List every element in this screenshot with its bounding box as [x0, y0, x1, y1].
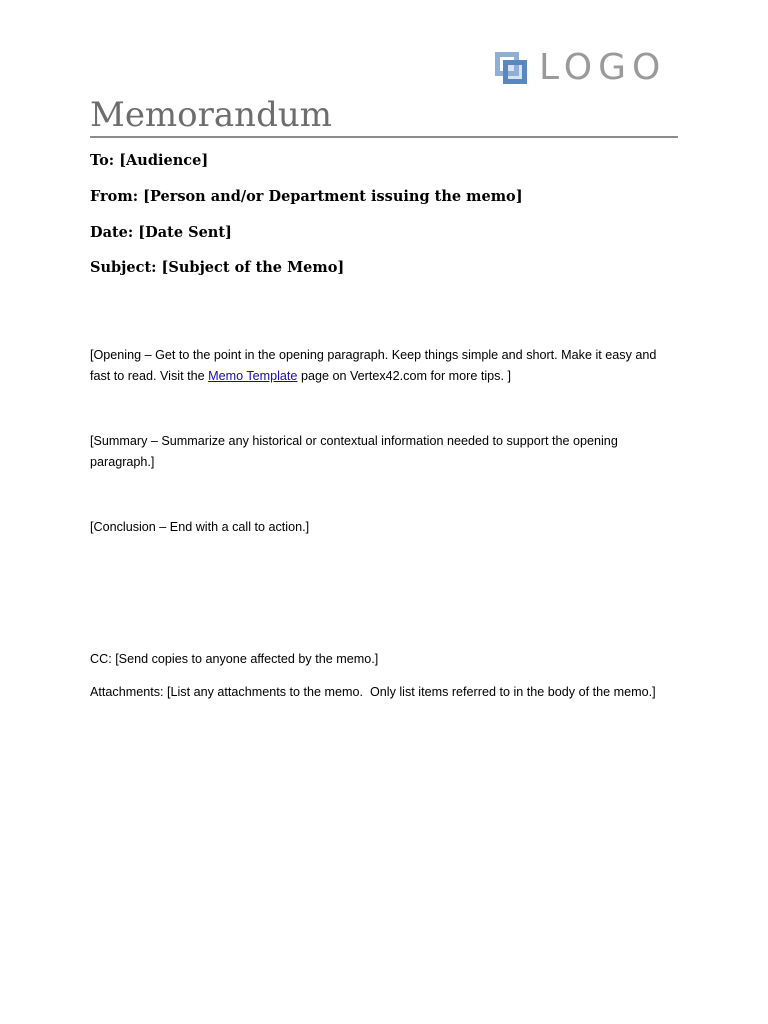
opening-paragraph: [90, 345, 680, 386]
summary-paragraph: [Summary – Summarize any historical or contextual information needed to support the opening paragraph.]: [90, 434, 618, 469]
title-divider: [90, 136, 678, 138]
opening-text-end: page on Vertex42.com for more tips. ]: [297, 368, 511, 383]
memo-from-line: From: [Person and/or Department issuing the memo]: [90, 188, 523, 205]
memo-title: Memorandum: [90, 95, 332, 135]
cc-line: CC: [Send copies to anyone affected by the memo.]: [90, 652, 379, 666]
memo-date-line: Date: [Date Sent]: [90, 224, 232, 241]
memo-to-line: To: [Audience]: [90, 152, 209, 169]
conclusion-paragraph: [Conclusion – End with a call to action.]: [90, 520, 310, 534]
logo-text: LOGO: [539, 47, 667, 88]
memo-template-link[interactable]: Memo Template: [208, 368, 298, 383]
logo-squares-icon: [493, 48, 531, 88]
attachments-line: Attachments: [List any attachments to the memo. Only list items referred to in the body of the memo.]: [90, 685, 656, 699]
memo-subject-line: Subject: [Subject of the Memo]: [90, 259, 345, 276]
company-logo: [493, 48, 666, 88]
opening-text-start: [Opening – Get to the point in the opening paragraph. Keep things simple and short. Make it easy and fast to read. Visit the: [90, 348, 657, 383]
